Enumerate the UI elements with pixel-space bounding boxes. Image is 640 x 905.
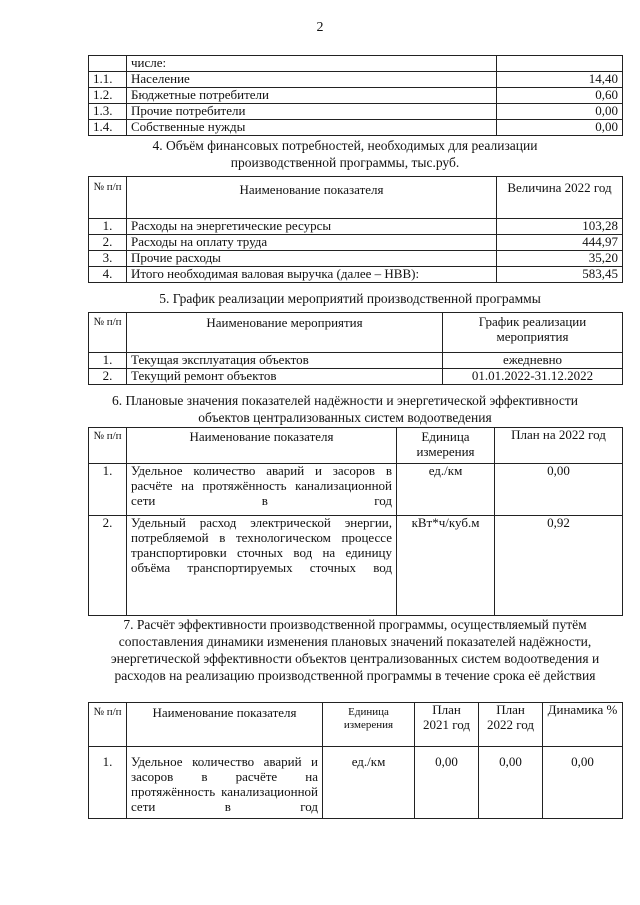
row-name: Текущая эксплуатация объектов — [127, 353, 443, 369]
row-schedule: 01.01.2022-31.12.2022 — [443, 368, 623, 384]
row-name: Расходы на энергетические ресурсы — [127, 219, 497, 235]
header-plan-2021: План 2021 год — [415, 703, 479, 747]
row-number: 1.1. — [89, 71, 127, 87]
table-header — [89, 177, 623, 219]
section-6-title: 6. Плановые значения показателей надёжности и энергетической эффективности объектов централизованных систем водоотведения — [112, 393, 578, 425]
row-plan: 0,92 — [495, 516, 623, 616]
row-number: 1. — [89, 464, 127, 516]
row-value: 0,60 — [497, 87, 623, 103]
header-number: № п/п — [89, 177, 127, 219]
row-number: 1.2. — [89, 87, 127, 103]
header-value: Величина 2022 год — [497, 177, 623, 219]
row-number: 1. — [89, 219, 127, 235]
header-name: Наименование показателя — [127, 428, 397, 464]
header-unit: Единица измерения — [397, 428, 495, 464]
row-number: 2. — [89, 234, 127, 250]
row-schedule: ежедневно — [443, 353, 623, 369]
row-name: Итого необходимая валовая выручка (далее – НВВ): — [127, 266, 497, 282]
row-plan-2022: 0,00 — [479, 747, 543, 819]
row-number: 1. — [89, 353, 127, 369]
row-name: Текущий ремонт объектов — [127, 368, 443, 384]
row-number: 1. — [89, 747, 127, 819]
header-name: Наименование мероприятия — [127, 313, 443, 353]
schedule-table — [88, 312, 623, 385]
header-plan-2022: План 2022 год — [479, 703, 543, 747]
header-number: № п/п — [89, 428, 127, 464]
table-row — [89, 87, 623, 103]
header-number: № п/п — [89, 313, 127, 353]
row-plan: 0,00 — [495, 464, 623, 516]
header-number: № п/п — [89, 703, 127, 747]
row-label: числе: — [127, 56, 497, 72]
table-header — [89, 313, 623, 353]
efficiency-table — [88, 702, 623, 819]
table-row — [89, 368, 623, 384]
row-value: 14,40 — [497, 71, 623, 87]
table-header — [89, 703, 623, 747]
row-name: Удельное количество аварий и засоров в расчёте на протяжённость канализационной сети в год — [127, 747, 323, 819]
row-name: Бюджетные потребители — [127, 87, 497, 103]
header-unit: Единица измерения — [323, 703, 415, 747]
row-value: 103,28 — [497, 219, 623, 235]
header-name: Наименование показателя — [127, 177, 497, 219]
row-number: 3. — [89, 250, 127, 266]
page-number: 2 — [316, 20, 324, 35]
row-unit: кВт*ч/куб.м — [397, 516, 495, 616]
row-name: Прочие потребители — [127, 103, 497, 119]
table-row — [89, 250, 623, 266]
row-name: Расходы на оплату труда — [127, 234, 497, 250]
row-name: Прочие расходы — [127, 250, 497, 266]
table-row — [89, 71, 623, 87]
row-value: 0,00 — [497, 119, 623, 135]
row-value: 35,20 — [497, 250, 623, 266]
table-row — [89, 353, 623, 369]
section-4-title: 4. Объём финансовых потребностей, необходимых для реализации производственной программы, тыс.руб. — [152, 138, 538, 170]
table-header — [89, 428, 623, 464]
table-row — [89, 266, 623, 282]
section-5-title: 5. График реализации мероприятий производственной программы — [159, 291, 541, 306]
row-dynamics: 0,00 — [543, 747, 623, 819]
row-number: 4. — [89, 266, 127, 282]
row-value: 444,97 — [497, 234, 623, 250]
row-number: 1.4. — [89, 119, 127, 135]
row-name: Население — [127, 71, 497, 87]
consumers-table — [88, 55, 623, 136]
row-plan-2021: 0,00 — [415, 747, 479, 819]
table-row — [89, 56, 623, 72]
table-row — [89, 747, 623, 819]
reliability-table — [88, 427, 623, 616]
row-unit: ед./км — [397, 464, 495, 516]
row-number: 2. — [89, 516, 127, 616]
table-row — [89, 219, 623, 235]
row-number: 1.3. — [89, 103, 127, 119]
header-dynamics: Динамика % — [543, 703, 623, 747]
financial-needs-table — [88, 176, 623, 283]
table-row — [89, 464, 623, 516]
row-name: Собственные нужды — [127, 119, 497, 135]
table-row — [89, 516, 623, 616]
row-unit: ед./км — [323, 747, 415, 819]
section-7-title: 7. Расчёт эффективности производственной программы, осуществляемый путём сопоставления динамики изменения плановых значений показателей надёжности, энергетической эффективности объектов централизованных систем водоотведения и расходов на реализацию производственной программы в течение срока её действия — [110, 617, 600, 683]
header-schedule: График реализации мероприятия — [443, 313, 623, 353]
header-name: Наименование показателя — [127, 703, 323, 747]
table-row — [89, 103, 623, 119]
table-row — [89, 234, 623, 250]
row-number: 2. — [89, 368, 127, 384]
row-name: Удельный расход электрической энергии, потребляемой в технологическом процессе транспортировки сточных вод на единицу объёма транспортируемых сточных вод — [127, 516, 397, 616]
header-plan: План на 2022 год — [495, 428, 623, 464]
row-value: 0,00 — [497, 103, 623, 119]
row-value: 583,45 — [497, 266, 623, 282]
row-name: Удельное количество аварий и засоров в расчёте на протяжённость канализационной сети в год — [127, 464, 397, 516]
table-row — [89, 119, 623, 135]
